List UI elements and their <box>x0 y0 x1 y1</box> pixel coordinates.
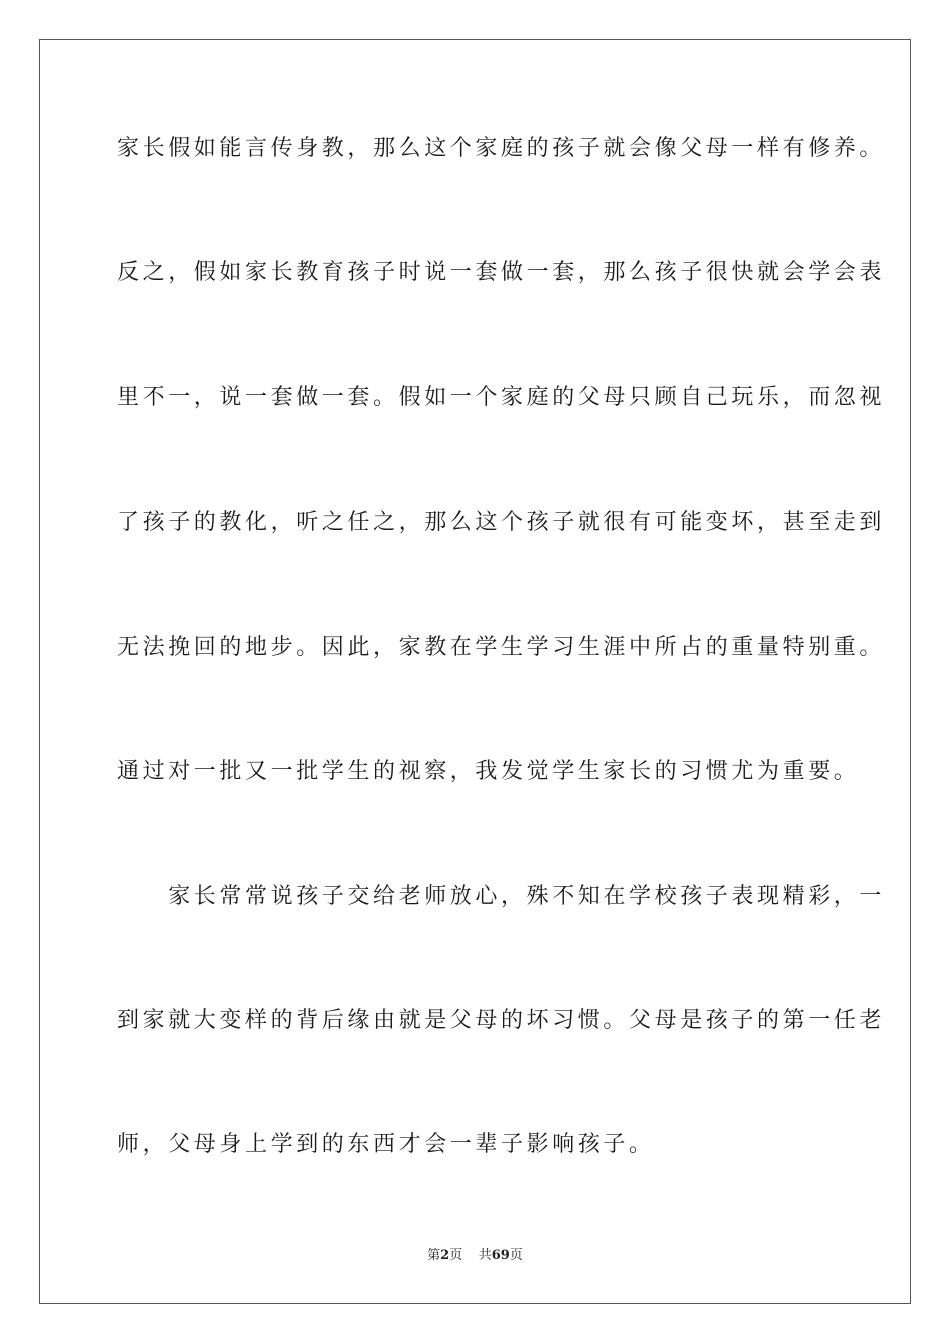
text-line-3: 里不一，说一套做一套。假如一个家庭的父母只顾自己玩乐，而忽视 <box>117 385 886 410</box>
footer-total-suffix: 页 <box>509 1248 523 1263</box>
footer-page-prefix: 第 <box>427 1248 441 1263</box>
text-line-4: 了孩子的教化，听之任之，那么这个孩子就很有可能变坏，甚至走到 <box>117 510 886 535</box>
footer-page-suffix: 页 <box>449 1248 463 1263</box>
text-line-7: 家长常常说孩子交给老师放心，殊不知在学校孩子表现精彩，一 <box>117 884 886 909</box>
footer-page-number: 2 <box>440 1248 450 1263</box>
footer-total-number: 69 <box>491 1248 510 1263</box>
text-line-2: 反之，假如家长教育孩子时说一套做一套，那么孩子很快就会学会表 <box>117 260 886 285</box>
page-footer <box>0 1244 950 1263</box>
text-line-1: 家长假如能言传身教，那么这个家庭的孩子就会像父母一样有修养。 <box>117 136 886 161</box>
text-line-8: 到家就大变样的背后缘由就是父母的坏习惯。父母是孩子的第一任老 <box>117 1008 886 1033</box>
page-border <box>39 39 911 1304</box>
footer-total-prefix: 共 <box>478 1248 492 1263</box>
text-line-6: 通过对一批又一批学生的视察，我发觉学生家长的习惯尤为重要。 <box>117 759 860 784</box>
text-line-5: 无法挽回的地步。因此，家教在学生学习生涯中所占的重量特别重。 <box>117 635 886 660</box>
text-line-9: 师，父母身上学到的东西才会一辈子影响孩子。 <box>117 1132 655 1157</box>
